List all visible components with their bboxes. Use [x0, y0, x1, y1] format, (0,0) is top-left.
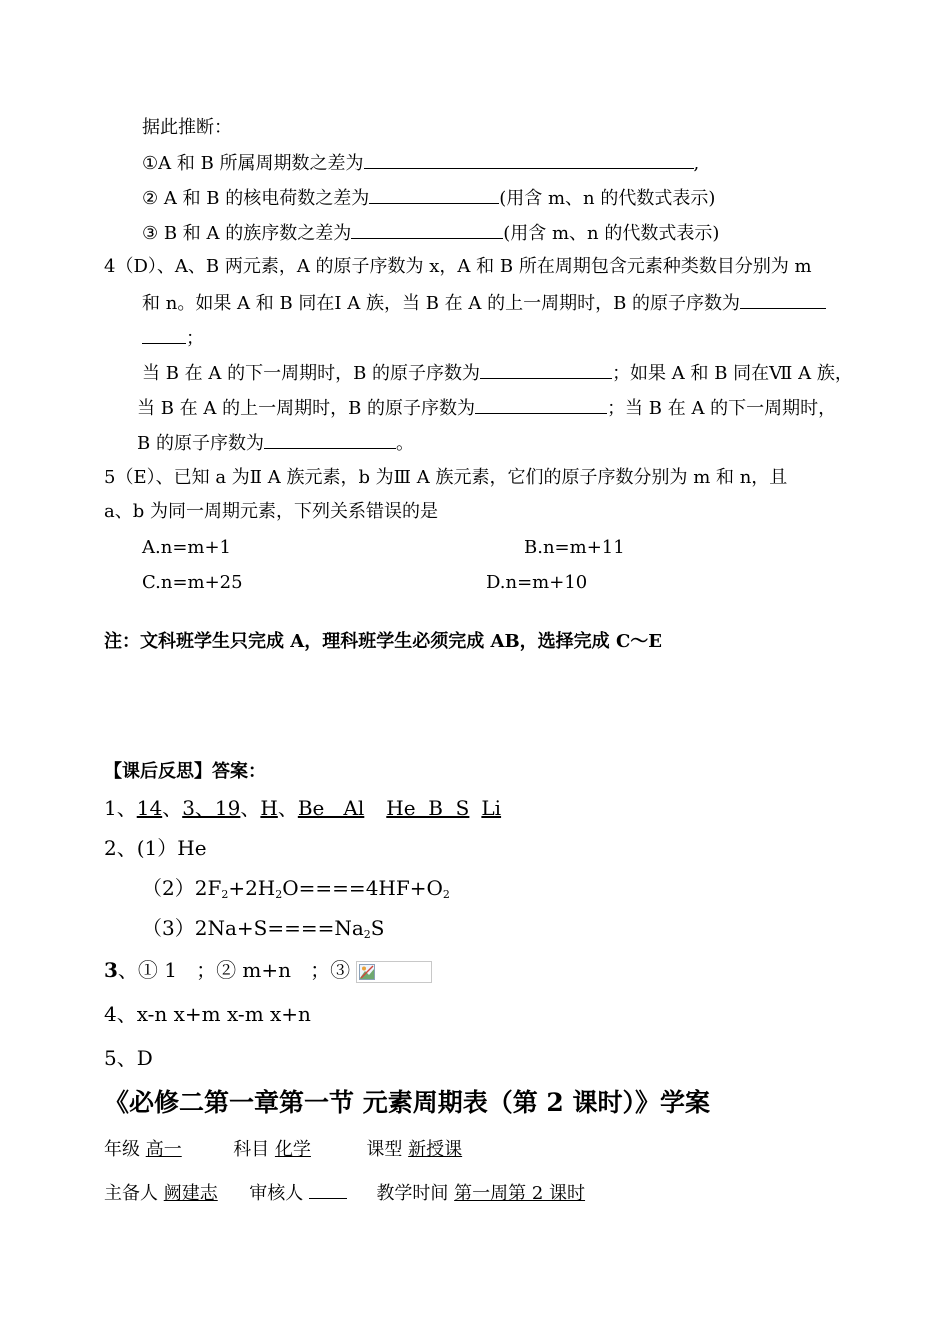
subject-value: 化学 — [274, 1139, 311, 1160]
q5-option-c: C.n=m+25 — [142, 572, 243, 593]
answer-blank[interactable] — [264, 430, 396, 449]
subscript: 2 — [363, 928, 371, 941]
grade-value: 高一 — [145, 1139, 182, 1160]
answer-value: He B S — [386, 796, 470, 820]
equation-part: +2H — [228, 876, 276, 900]
broken-image-placeholder — [356, 961, 432, 983]
q3-item-1-text: ①A 和 B 所属周期数之差为 — [142, 153, 364, 174]
subscript: 2 — [442, 888, 450, 901]
answer-2-line-2 — [142, 875, 450, 908]
q4-line-5-text-b: ；当 B 在 A 的下一周期时， — [607, 398, 837, 419]
equation-part: （2）2F — [142, 876, 222, 900]
q4-line-6-text-a: B 的原子序数为 — [137, 433, 264, 454]
meta-row-1 — [104, 1138, 462, 1162]
q5-option-d: D.n=m+10 — [486, 572, 588, 593]
answer-1-prefix: 1、 — [104, 796, 137, 820]
broken-image-icon — [359, 964, 375, 980]
q5-option-a: A.n=m+1 — [142, 537, 231, 558]
note: 注：文科班学生只完成 A，理科班学生必须完成 AB，选择完成 C～E — [104, 631, 662, 652]
type-label: 课型 — [366, 1139, 403, 1160]
q4-line-4 — [142, 360, 853, 386]
q5-line-2: a、b 为同一周期元素，下列关系错误的是 — [104, 501, 438, 522]
answer-blank[interactable] — [364, 150, 694, 169]
answer-blank[interactable] — [351, 220, 503, 239]
answer-sep: 、 — [162, 796, 183, 820]
answer-3-text: 、① 1 ；② m+n ；③ — [117, 958, 357, 982]
page-title: 《必修二第一章第一节 元素周期表（第 2 课时）》学案 — [104, 1088, 711, 1117]
q4-line-4-text-b: ；如果 A 和 B 同在Ⅶ A 族， — [612, 363, 853, 384]
q5-line-1: 5（E）、已知 a 为Ⅱ A 族元素，b 为Ⅲ A 族元素，它们的原子序数分别为 m 和 n，且 — [104, 467, 788, 488]
q4-line-5 — [137, 395, 836, 421]
q4-line-6 — [137, 430, 414, 456]
answer-blank[interactable] — [369, 185, 499, 204]
answer-2-line-3 — [142, 915, 385, 948]
subject-label: 科目 — [233, 1139, 270, 1160]
q3-item-2-tail: (用含 m、n 的代数式表示) — [499, 188, 716, 209]
q3-item-2-text: ② A 和 B 的核电荷数之差为 — [142, 188, 370, 209]
q3-item-3-tail: (用含 m、n 的代数式表示) — [503, 223, 720, 244]
q3-lead: 据此推断： — [142, 117, 232, 138]
time-value: 第一周第 2 课时 — [454, 1183, 586, 1204]
answer-sep: 、 — [240, 796, 261, 820]
time-label: 教学时间 — [376, 1183, 449, 1204]
q3-item-3-text: ③ B 和 A 的族序数之差为 — [142, 223, 352, 244]
grade-label: 年级 — [104, 1139, 140, 1160]
q3-item-2 — [142, 185, 715, 211]
q4-line-1: 4（D）、A、B 两元素，A 的原子序数为 x，A 和 B 所在周期包含元素种类数目分别为 m — [104, 256, 812, 277]
q3-item-1 — [142, 150, 699, 176]
answer-value: Li — [481, 796, 502, 820]
author-label: 主备人 — [104, 1183, 158, 1204]
answer-1 — [104, 795, 501, 821]
q3-item-1-tail: , — [693, 153, 700, 174]
q4-line-2-text: 和 n。如果 A 和 B 同在Ⅰ A 族，当 B 在 A 的上一周期时，B 的原子序数为 — [142, 293, 741, 314]
q4-line-6-text-b: 。 — [395, 433, 414, 454]
q4-line-5-text-a: 当 B 在 A 的上一周期时，B 的原子序数为 — [137, 398, 476, 419]
reviewer-blank[interactable] — [309, 1180, 347, 1199]
q4-line-4-text-a: 当 B 在 A 的下一周期时，B 的原子序数为 — [142, 363, 481, 384]
type-value: 新授课 — [408, 1139, 463, 1160]
answer-blank[interactable] — [142, 325, 186, 344]
q5-option-b: B.n=m+11 — [524, 537, 625, 558]
meta-row-2 — [104, 1180, 585, 1206]
answer-value: 14 — [136, 796, 163, 820]
answer-sep: 、 — [277, 796, 298, 820]
answer-3-prefix: 3 — [104, 958, 118, 982]
q4-line-3 — [142, 325, 204, 351]
answer-blank[interactable] — [740, 290, 826, 309]
answer-value: 3、19 — [182, 796, 241, 820]
answers-heading: 【课后反思】答案： — [104, 761, 266, 782]
q4-line-2 — [142, 290, 826, 316]
equation-part: S — [370, 916, 385, 940]
answer-3 — [104, 957, 432, 983]
q3-item-3 — [142, 220, 719, 246]
answer-5: 5、D — [104, 1046, 153, 1070]
equation-part: （3）2Na+S====Na — [142, 916, 364, 940]
answer-blank[interactable] — [480, 360, 612, 379]
equation-part: O====4HF+O — [282, 876, 443, 900]
subscript: 2 — [221, 888, 229, 901]
answer-value: Be Al — [297, 796, 365, 820]
answer-2-line-1: 2、(1）He — [104, 836, 207, 860]
reviewer-label: 审核人 — [249, 1183, 304, 1204]
answer-4: 4、x-n x+m x-m x+n — [104, 1002, 311, 1026]
author-value: 阙建志 — [163, 1183, 218, 1204]
q4-line-3-tail: ； — [186, 328, 204, 349]
subscript: 2 — [275, 888, 283, 901]
answer-value: H — [260, 796, 278, 820]
answer-blank[interactable] — [475, 395, 607, 414]
